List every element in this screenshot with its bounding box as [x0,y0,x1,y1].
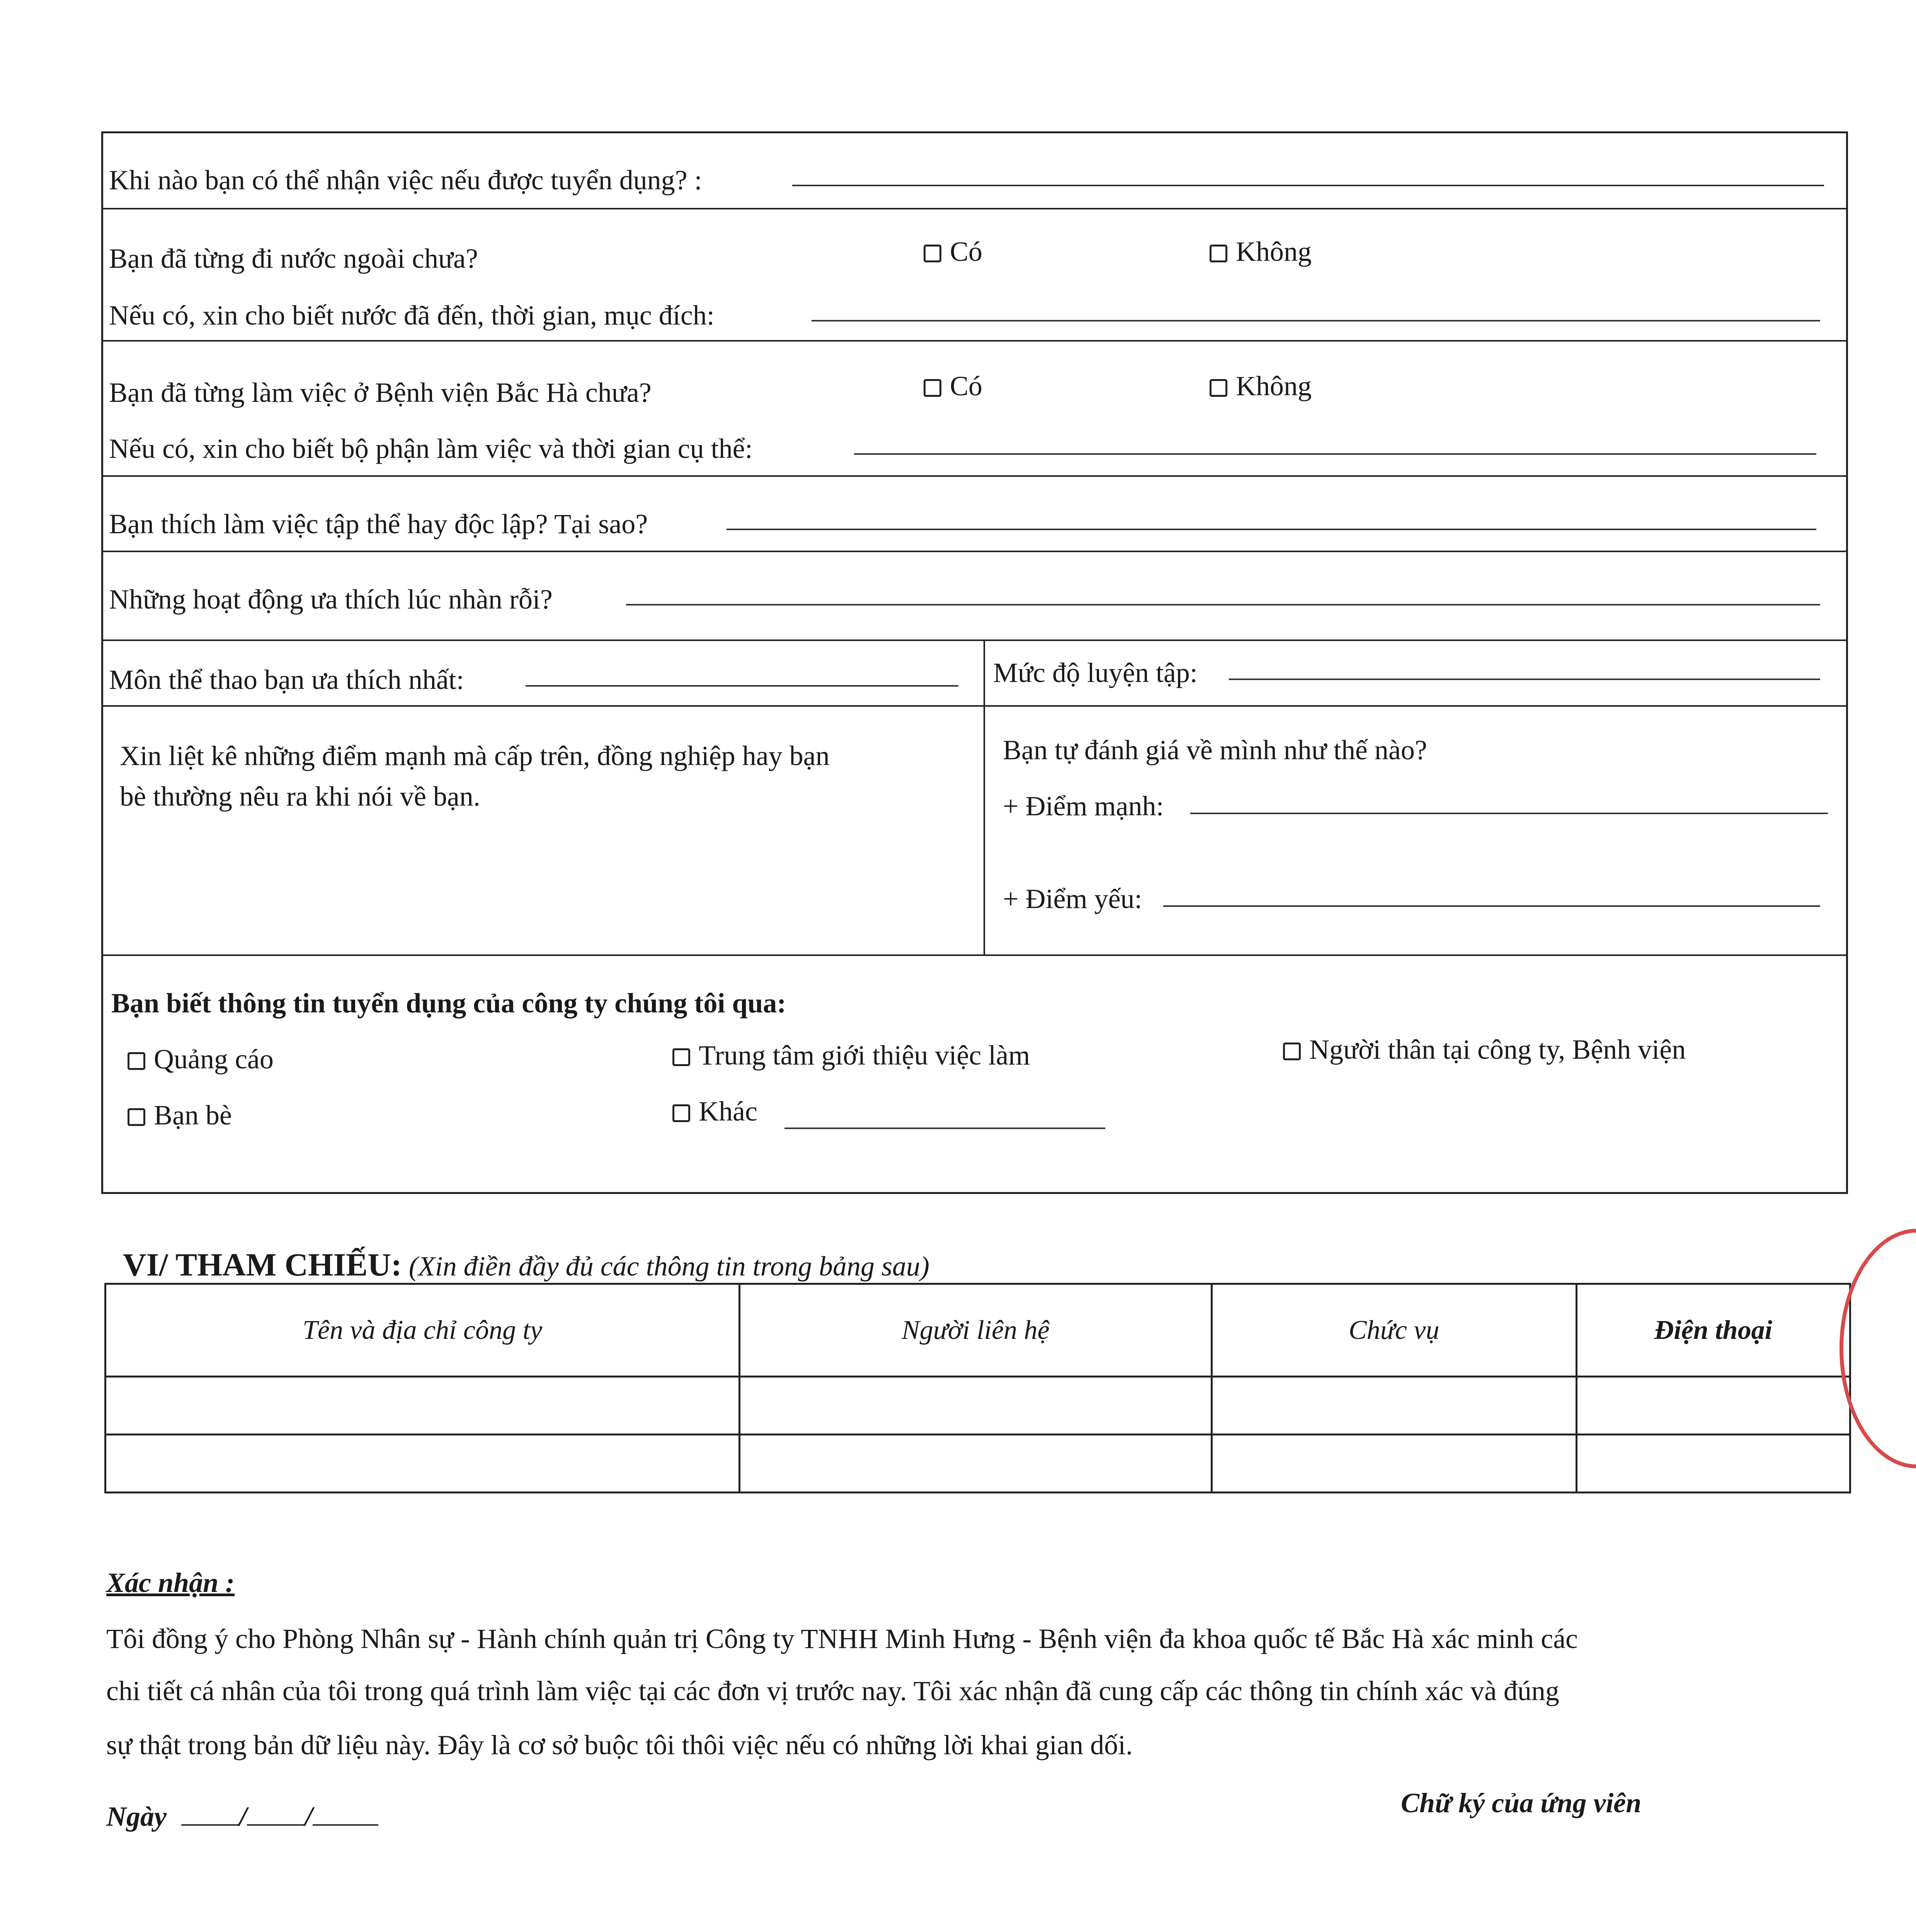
row-divider [101,954,1848,956]
q-source-label: Bạn biết thông tin tuyển dụng của công ty chúng tôi qua: [111,988,786,1019]
border-right [1846,131,1848,1194]
company-cell[interactable] [105,1435,740,1493]
position-cell[interactable] [1212,1435,1576,1493]
date-label: Ngày [106,1801,167,1832]
date-year-input[interactable] [313,1824,378,1826]
sport-input[interactable] [526,685,958,687]
q-strengths-line1: Xin liệt kê những điểm mạnh mà cấp trên, đồng nghiệp hay bạn [120,740,830,771]
reference-note: (Xin điền đầy đủ các thông tin trong bảng sau) [408,1251,929,1282]
row-divider [101,639,1848,641]
confirmation-line1: Tôi đồng ý cho Phòng Nhân sự - Hành chính quản trị Công ty TNHH Minh Hưng - Bệnh viện đa khoa quốc tế Bắc Hà xác minh các [106,1623,1578,1654]
row-divider [101,551,1848,552]
abroad-detail-input[interactable] [812,320,1820,321]
abroad-yes-option[interactable] [924,236,982,268]
src-other-option[interactable] [672,1095,757,1128]
abroad-no-label: Không [1236,236,1312,267]
col-position: Chức vụ [1212,1284,1576,1377]
col-phone: Điện thoại [1576,1284,1850,1377]
src-relative-option[interactable] [1283,1034,1686,1066]
abroad-yes-checkbox[interactable] [924,245,941,262]
column-divider [984,639,985,954]
src-center-checkbox[interactable] [672,1048,690,1066]
q-team-label: Bạn thích làm việc tập thể hay độc lập? Tại sao? [109,509,648,539]
phone-cell[interactable] [1576,1377,1850,1435]
table-row [105,1377,1850,1435]
confirmation-line2: chi tiết cá nhân của tôi trong quá trình làm việc tại các đơn vị trước nay. Tôi xác nhận đã cung cấp các thông tin chính xác và đúng [106,1675,1559,1706]
reference-heading-row [123,1246,929,1284]
date-month-input[interactable] [247,1824,305,1826]
q-worked-here-label: Bạn đã từng làm việc ở Bệnh viện Bắc Hà chưa? [109,377,652,408]
q-abroad-label: Bạn đã từng đi nước ngoài chưa? [109,243,478,274]
position-cell[interactable] [1212,1377,1576,1435]
signature-label: Chữ ký của ứng viên [1401,1787,1642,1818]
hobbies-input[interactable] [626,604,1820,605]
src-center-label: Trung tâm giới thiệu việc làm [699,1040,1030,1071]
src-relative-checkbox[interactable] [1283,1043,1301,1060]
row-divider [101,705,1848,707]
worked-yes-label: Có [950,371,983,401]
col-company: Tên và địa chỉ công ty [105,1284,740,1377]
worked-no-checkbox[interactable] [1210,379,1227,397]
row-divider [101,208,1848,209]
reference-header-row [105,1284,1850,1377]
src-other-label: Khác [699,1096,757,1127]
q-strengths-line2: bè thường nêu ra khi nói về bạn. [120,781,480,812]
date-row [106,1801,378,1833]
abroad-no-checkbox[interactable] [1210,245,1227,262]
src-friends-option[interactable] [128,1099,232,1131]
border-top [101,131,1848,133]
row-divider [101,475,1848,477]
team-input[interactable] [727,529,1816,530]
date-day-input[interactable] [181,1824,239,1826]
self-strength-input[interactable] [1190,813,1828,814]
q-self-weakness-label: + Điểm yếu: [1003,883,1142,914]
worked-detail-input[interactable] [854,453,1816,455]
q-abroad-detail-label: Nếu có, xin cho biết nước đã đến, thời gian, mục đích: [109,300,715,331]
worked-yes-option[interactable] [924,370,982,402]
q-training-label: Mức độ luyện tập: [993,657,1198,688]
q-start-date-label: Khi nào bạn có thể nhận việc nếu được tuyển dụng? : [109,165,702,196]
phone-cell[interactable] [1576,1435,1850,1493]
src-friends-label: Bạn bè [154,1100,232,1131]
col-contact: Người liên hệ [740,1284,1212,1377]
src-friends-checkbox[interactable] [128,1108,145,1126]
border-left [101,131,103,1194]
src-other-input[interactable] [784,1128,1105,1129]
reference-table [104,1283,1851,1493]
self-weakness-input[interactable] [1163,905,1820,907]
src-ads-label: Quảng cáo [154,1044,274,1075]
q-worked-here-detail-label: Nếu có, xin cho biết bộ phận làm việc và thời gian cụ thể: [109,433,753,464]
date-sep: / [305,1801,313,1832]
reference-heading: VI/ THAM CHIẾU: [123,1247,402,1283]
worked-no-option[interactable] [1210,370,1312,402]
confirmation-title: Xác nhận : [106,1567,235,1598]
start-date-input[interactable] [792,185,1824,186]
q-self-label: Bạn tự đánh giá về mình như thế nào? [1003,735,1427,765]
row-divider [101,340,1848,342]
worked-yes-checkbox[interactable] [924,379,941,397]
table-row [105,1435,1850,1493]
date-sep: / [239,1801,247,1832]
contact-cell[interactable] [740,1435,1212,1493]
src-relative-label: Người thân tại công ty, Bệnh viện [1309,1034,1686,1065]
q-hobbies-label: Những hoạt động ưa thích lúc nhàn rỗi? [109,584,553,615]
worked-no-label: Không [1236,371,1312,401]
q-self-strength-label: + Điểm mạnh: [1003,791,1164,821]
src-center-option[interactable] [672,1039,1030,1071]
training-input[interactable] [1229,679,1820,680]
company-cell[interactable] [105,1377,740,1435]
src-ads-checkbox[interactable] [128,1052,145,1070]
contact-cell[interactable] [740,1377,1212,1435]
src-ads-option[interactable] [128,1043,274,1075]
abroad-yes-label: Có [950,236,983,267]
src-other-checkbox[interactable] [672,1104,690,1122]
q-sport-label: Môn thể thao bạn ưa thích nhất: [109,664,464,695]
confirmation-line3: sự thật trong bản dữ liệu này. Đây là cơ sở buộc tôi thôi việc nếu có những lời khai gian dối. [106,1730,1133,1760]
abroad-no-option[interactable] [1210,236,1312,268]
border-bottom [101,1192,1848,1194]
